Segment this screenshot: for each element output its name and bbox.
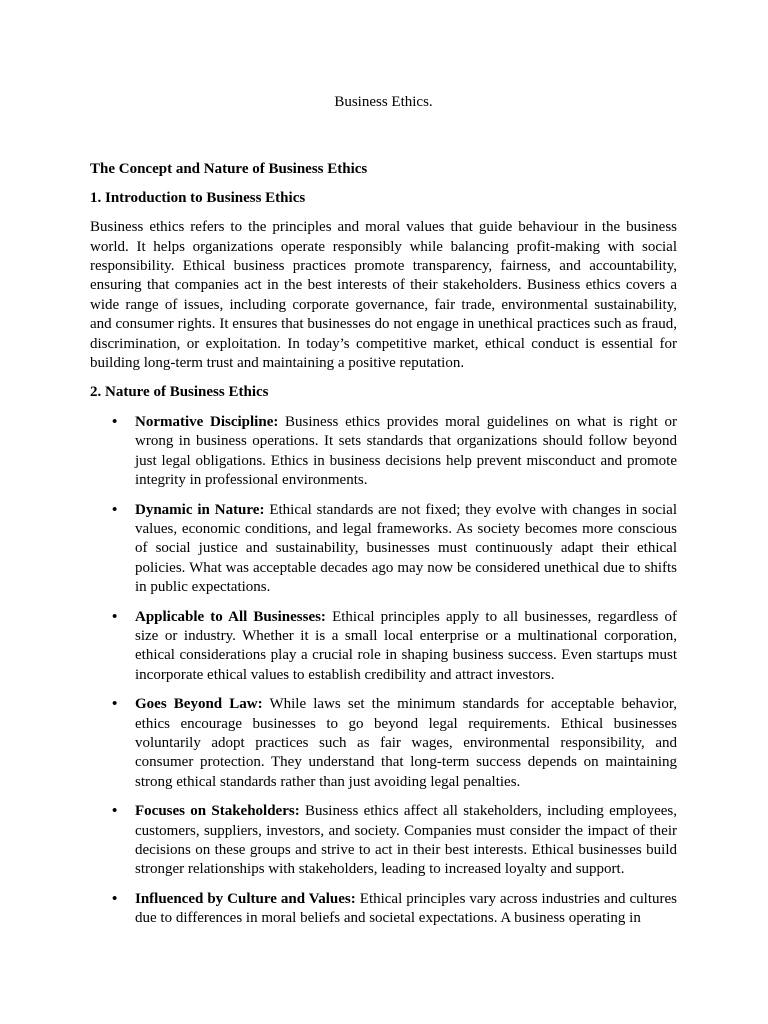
bullet-text: Business ethics affect all stakeholders, including employees, customers, suppliers, investors, and society. Companies must consider the impact of their decisions on these groups and strive to act in their best interests. Ethical businesses build stronger relationships with stakeholders, leading to increased loyalty and support. (135, 803, 677, 878)
bullet-item-goes-beyond-law (90, 695, 677, 792)
bullet-item-dynamic-in-nature (90, 501, 677, 598)
bullet-icon: • (112, 890, 118, 907)
bullet-icon: • (112, 413, 118, 430)
document-title: Business Ethics. (334, 94, 433, 110)
bullet-item-normative-discipline (90, 413, 677, 491)
bullet-text: While laws set the minimum standards for acceptable behavior, ethics encourage businesses to go beyond legal requirements. Ethical businesses voluntarily adopt practices such as fair wages, environmental responsibility, and consumer protection. They understand that long-term success depends on maintaining strong ethical standards rather than just avoiding legal penalties. (135, 696, 677, 790)
bullet-item-applicable-to-all (90, 608, 677, 686)
bullet-icon: • (112, 803, 118, 820)
nature-heading: 2. Nature of Business Ethics (90, 384, 269, 401)
bullet-item-focuses-on-stakeholders (90, 802, 677, 880)
bullet-term: Influenced by Culture and Values: (135, 890, 356, 907)
section-heading: The Concept and Nature of Business Ethics (90, 161, 368, 178)
bullet-term: Dynamic in Nature: (135, 501, 265, 518)
intro-paragraph: Business ethics refers to the principles and moral values that guide behaviour in the business world. It helps organizations operate responsibly while balancing profit-making with social responsibility. Ethical business practices promote transparency, fairness, and accountability, ensuring that companies act in the best interests of their stakeholders. Business ethics covers a wide range of issues, including corporate governance, fair trade, environmental sustainability, and consumer rights. It ensures that businesses do not engage in unethical practices such as fraud, discrimination, or exploitation. In today’s competitive market, ethical conduct is essential for building long-term trust and maintaining a positive reputation. (90, 219, 677, 372)
bullet-item-culture-and-values (90, 890, 677, 929)
intro-heading: 1. Introduction to Business Ethics (90, 189, 306, 206)
bullet-text: Ethical principles vary across industries and cultures due to differences in moral beliefs and societal expectations. A business operating in (135, 890, 678, 927)
bullet-icon: • (112, 501, 118, 518)
bullet-text: Ethical standards are not fixed; they evolve with changes in social values, economic conditions, and legal frameworks. As society becomes more conscious of social justice and sustainability, businesses must continuously adapt their ethical policies. What was acceptable decades ago may now be considered unethical due to shifts in public expectations. (135, 501, 677, 596)
bullet-term: Goes Beyond Law: (135, 696, 263, 713)
nature-bullet-list (90, 413, 677, 929)
bullet-term: Focuses on Stakeholders: (135, 803, 300, 820)
bullet-term: Applicable to All Businesses: (135, 608, 326, 625)
bullet-icon: • (112, 696, 118, 713)
bullet-icon: • (112, 608, 118, 625)
document-page (90, 93, 677, 939)
bullet-text: Ethical principles apply to all businesses, regardless of size or industry. Whether it is a small local enterprise or a multinational corporation, ethical considerations play a crucial role in shaping business success. Even startups must incorporate ethical values to establish credibility and attract investors. (135, 608, 678, 683)
bullet-text: Business ethics provides moral guidelines on what is right or wrong in business operations. It sets standards that organizations should follow beyond just legal obligations. Ethics in business decisions help prevent misconduct and promote integrity in professional environments. (135, 413, 677, 489)
bullet-term: Normative Discipline: (135, 413, 279, 430)
